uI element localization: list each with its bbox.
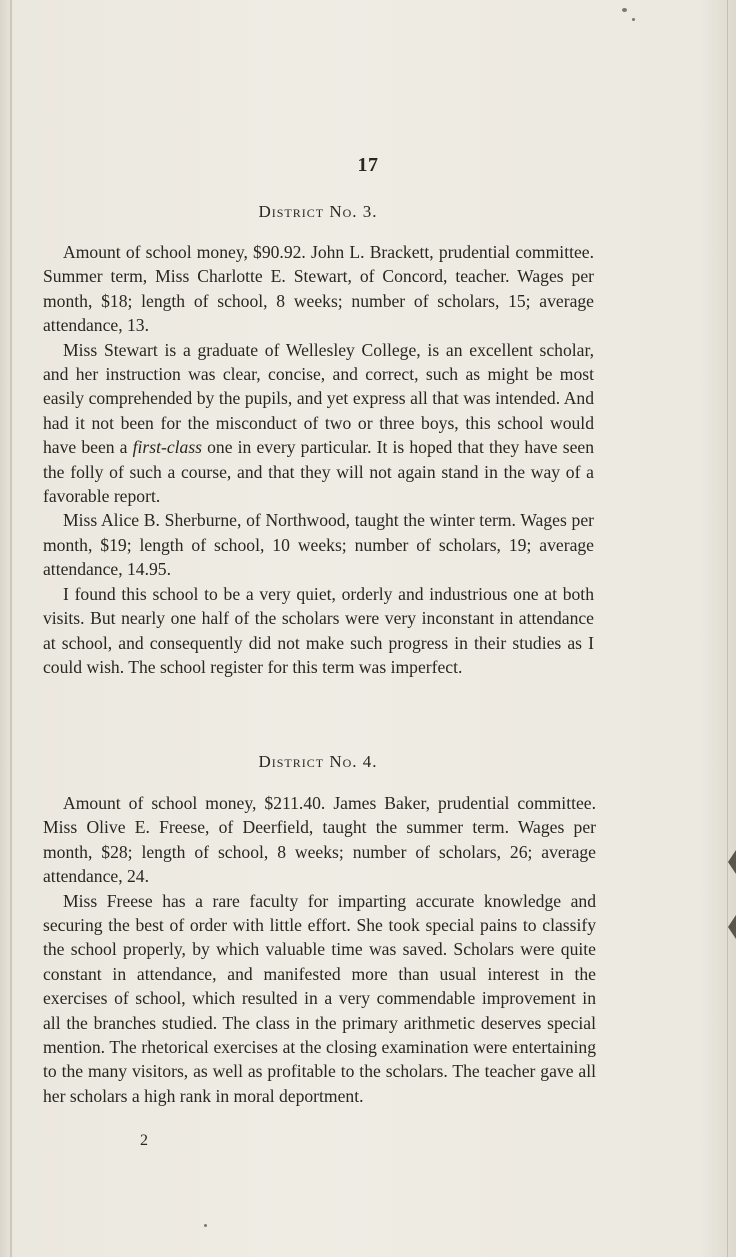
paragraph: I found this school to be a very quiet, orderly and industrious one at both visits. But nearly one half of the scholars were very inconstant in attendance at school, and consequently did not make such progress in their studies as I could wish. The school register for this term was imperfect. xyxy=(43,583,594,677)
paper-speck xyxy=(632,18,635,21)
signature-mark: 2 xyxy=(140,1132,148,1149)
paragraph: Amount of school money, $211.40. James Baker, prudential committee. Miss Olive E. Freese, of Deerfield, taught the summer term. Wages per month, $28; length of school, 8 weeks; number of scholars, 26; average attendance, 24. xyxy=(43,793,596,887)
paragraph: Miss Alice B. Sherburne, of Northwood, taught the winter term. Wages per month, $19; length of school, 10 weeks; number of scholars, 19; average attendance, 14.95. xyxy=(43,510,594,580)
paragraph xyxy=(43,338,594,509)
edge-tab xyxy=(728,850,736,874)
binding-edge xyxy=(10,0,12,1257)
paragraph: Amount of school money, $90.92. John L. Brackett, prudential committee. Summer term, Miss Charlotte E. Stewart, of Concord, teacher. Wages per month, $18; length of school, 8 weeks; number of scholars, 15; average attendance, 13. xyxy=(43,242,594,336)
edge-tab xyxy=(728,915,736,939)
page-edge xyxy=(727,0,728,1257)
district-4-text xyxy=(43,791,596,1108)
paper-speck xyxy=(204,1224,207,1227)
district-4-heading: District No. 4. xyxy=(258,752,378,771)
district-3-heading: District No. 3. xyxy=(258,202,378,221)
district-3-text xyxy=(43,240,594,679)
paper-speck xyxy=(622,8,627,12)
paragraph-text: one in every particular. It is hoped that they have seen the folly of such a course, and that they will not again stand in the way of a favorable report. xyxy=(43,437,594,507)
paragraph: Miss Freese has a rare faculty for imparting accurate knowledge and securing the best of order with little effort. She took special pains to classify the school properly, by which valuable time was saved. Scholars were quite constant in attendance, and manifested more than usual interest in the exercises of school, which resulted in a very commendable improvement in all the branches studied. The class in the primary arithmetic deserves special mention. The rhetorical exercises at the closing examination were entertaining to the many visitors, as well as profitable to the scholars. The teacher gave all her scholars a high rank in moral deportment. xyxy=(43,890,596,1106)
emphasis-text: first-class xyxy=(132,437,203,458)
paragraph-text: Miss Stewart is a graduate of Wellesley College, is an excellent scholar, and her instruction was clear, concise, and correct, such as might be most easily comprehended by the pupils, and yet express all that was intended. And had it not been for the misconduct of two or three boys, this school would have been a xyxy=(43,339,594,458)
page-number: 17 xyxy=(357,154,379,176)
